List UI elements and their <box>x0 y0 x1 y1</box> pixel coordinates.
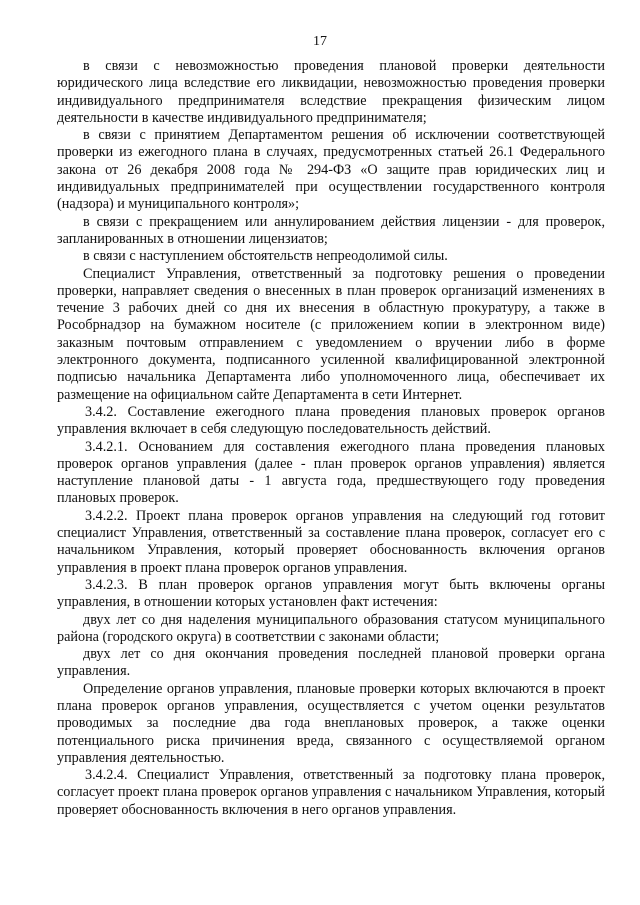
body-text <box>57 58 605 819</box>
paragraph-liquidation: в связи с невозможностью проведения плановой проверки деятельности юридического лица вследствие его ликвидации, невозможностью проведения проверки индивидуального предпринимателя вследствие прекращения физическим лицом деятельности в качестве индивидуального предпринимателя; <box>57 58 605 126</box>
paragraph-3-4-2-2: 3.4.2.2. Проект плана проверок органов управления на следующий год готовит специалист Управления, ответственный за составление плана проверок, согласует его с начальником Управления, который проверяет обоснованность включения органов управления в проект плана проверок органов управления. <box>57 507 605 576</box>
paragraph-3-4-2-3: 3.4.2.3. В план проверок органов управления могут быть включены органы управления, в отношении которых установлен факт истечения: <box>57 576 605 611</box>
paragraph-3-4-2: 3.4.2. Составление ежегодного плана проведения плановых проверок органов управления включает в себя следующую последовательность действий. <box>57 403 605 438</box>
paragraph-two-years-status: двух лет со дня наделения муниципального образования статусом муниципального района (городского округа) в соответствии с законами области; <box>57 611 605 645</box>
paragraph-determination: Определение органов управления, плановые проверки которых включаются в проект плана проверок органов управления, осуществляется с учетом оценки результатов проводимых за последние два года внеплановых проверок, а также оценки потенциального риска причинения вреда, связанного с осуществляемой органом управления деятельностью. <box>57 680 605 766</box>
paragraph-3-4-2-1: 3.4.2.1. Основанием для составления ежегодного плана проведения плановых проверок органов управления (далее - план проверок органов управления) является наступление плановой даты - 1 августа года, предшествующего году проведения плановых проверок. <box>57 438 605 507</box>
paragraph-3-4-2-4: 3.4.2.4. Специалист Управления, ответственный за подготовку плана проверок, согласует проект плана проверок органов управления с начальником Управления, который проверяет обоснованность включения в него органов управления. <box>57 767 605 818</box>
paragraph-exclusion-decision: в связи с принятием Департаментом решения об исключении соответствующей проверки из ежегодного плана в случаях, предусмотренных статьей 26.1 Федерального закона от 26 декабря 2008 года № 294-ФЗ «О защите прав юридических лиц и индивидуальных предпринимателей при осуществлении государственного контроля (надзора) и муниципального контроля»; <box>57 127 605 213</box>
paragraph-force-majeure: в связи с наступлением обстоятельств непреодолимой силы. <box>83 248 448 265</box>
paragraph-specialist-notification: Специалист Управления, ответственный за подготовку решения о проведении проверки, направляет сведения о внесенных в план проверок организаций изменениях в течение 3 рабочих дней со дня их внесения в областную прокуратуру, а также в Рособрнадзор на бумажном носителе (с приложением копии в электронном виде) заказным почтовым отправлением с уведомлением о вручении либо в форме электронного документа, подписанного усиленной квалифицированной электронной подписью начальника Департамента либо уполномоченного лица, обеспечивает их размещение на официальном сайте Департамента в сети Интернет. <box>57 265 605 403</box>
paragraph-license-termination: в связи с прекращением или аннулированием действия лицензии - для проверок, запланированных в отношении лицензиатов; <box>57 213 605 247</box>
page-number: 17 <box>313 34 327 49</box>
paragraph-two-years-inspection: двух лет со дня окончания проведения последней плановой проверки органа управления. <box>57 646 605 680</box>
